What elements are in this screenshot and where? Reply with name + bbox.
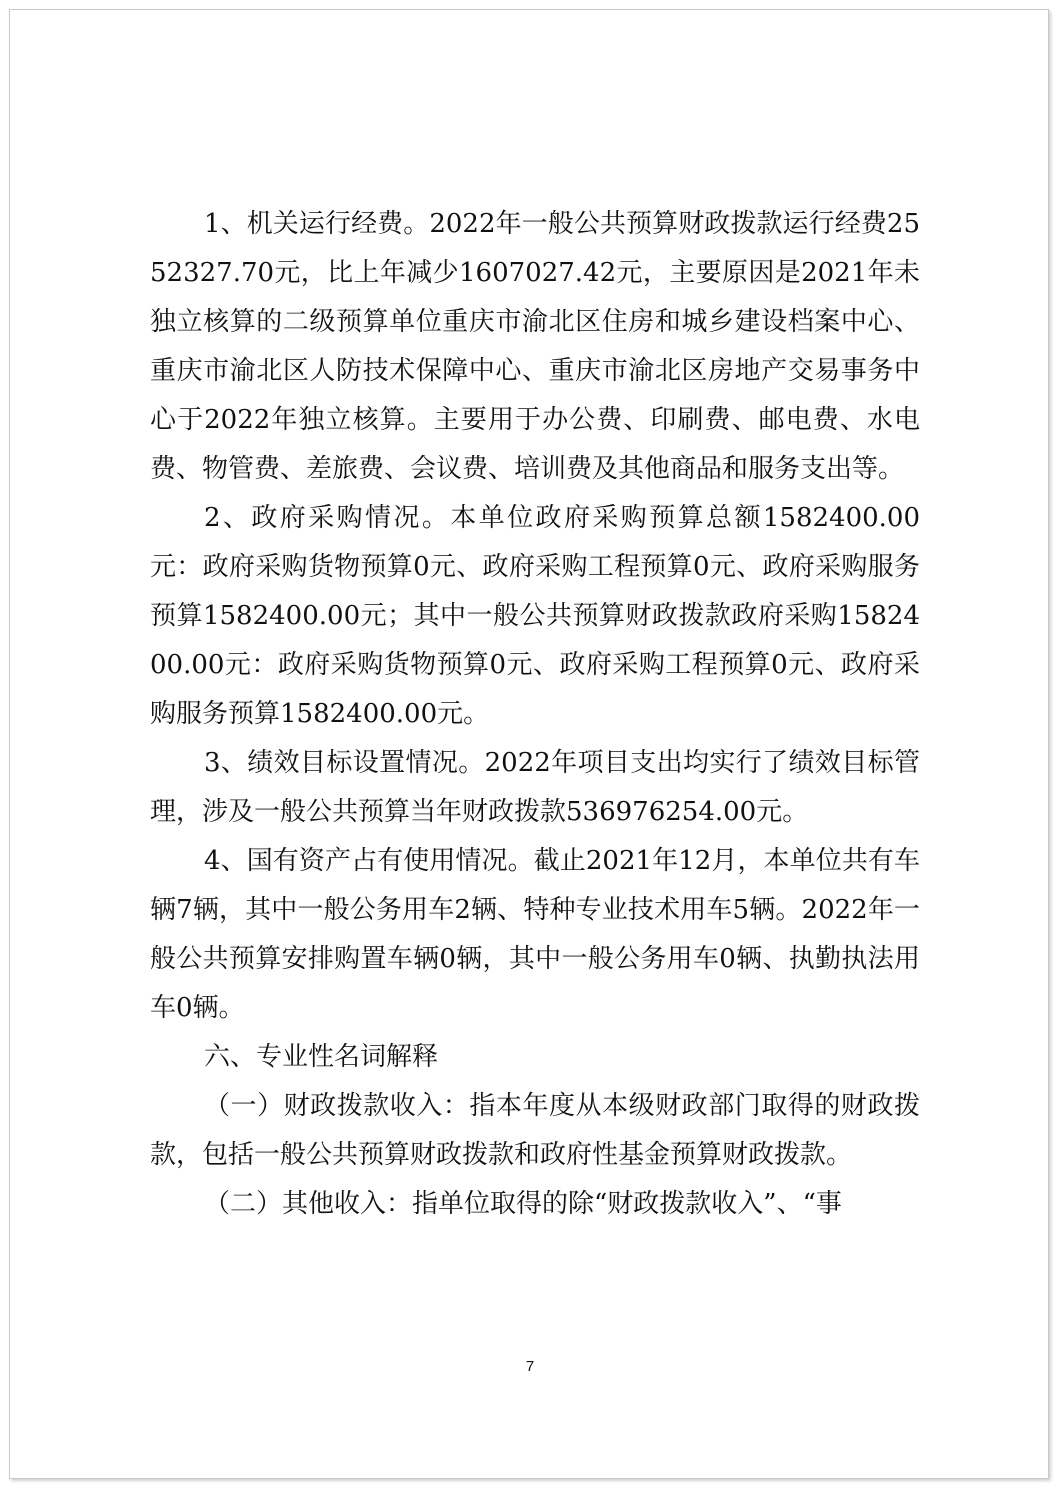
paragraph-government-procurement: 2、政府采购情况。本单位政府采购预算总额1582400.00元：政府采购货物预算0元、政府采购工程预算0元、政府采购服务预算1582400.00元；其中一般公共预算财政拨款政府采购1582400.00元：政府采购货物预算0元、政府采购工程预算0元、政府采购服务预算1582400.00元。 (150, 503, 920, 729)
paragraph-performance-targets: 3、绩效目标设置情况。2022年项目支出均实行了绩效目标管理，涉及一般公共预算当年财政拨款536976254.00元。 (150, 748, 920, 827)
page-number: 7 (525, 1358, 535, 1375)
paragraph-state-assets: 4、国有资产占有使用情况。截止2021年12月，本单位共有车辆7辆，其中一般公务用车2辆、特种专业技术用车5辆。2022年一般公共预算安排购置车辆0辆，其中一般公务用车0辆、执勤执法用车0辆。 (150, 846, 920, 1023)
paragraph-term-fiscal-appropriation: （一）财政拨款收入：指本年度从本级财政部门取得的财政拨款，包括一般公共预算财政拨款和政府性基金预算财政拨款。 (150, 1091, 920, 1170)
section-heading-terms: 六、专业性名词解释 (204, 1042, 439, 1072)
paragraph-term-other-income: （二）其他收入：指单位取得的除“财政拨款收入”、“事 (204, 1189, 842, 1219)
paragraph-operating-costs: 1、机关运行经费。2022年一般公共预算财政拨款运行经费2552327.70元，比上年减少1607027.42元，主要原因是2021年未独立核算的二级预算单位重庆市渝北区住房和城乡建设档案中心、重庆市渝北区人防技术保障中心、重庆市渝北区房地产交易事务中心于2022年独立核算。主要用于办公费、印刷费、邮电费、水电费、物管费、差旅费、会议费、培训费及其他商品和服务支出等。 (150, 209, 920, 484)
document-body (150, 200, 920, 1229)
